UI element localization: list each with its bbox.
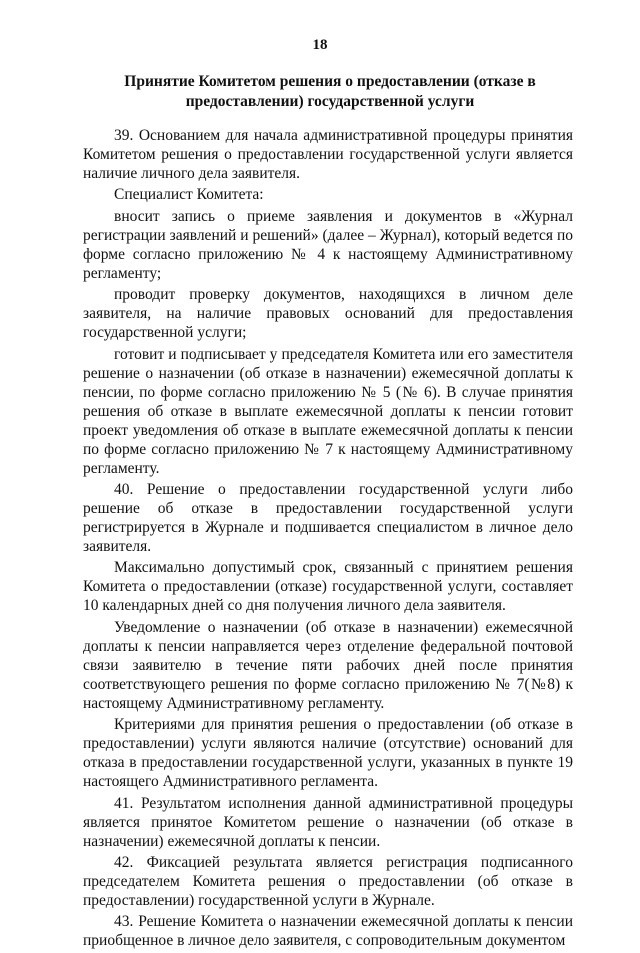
paragraph-journal-entry: вносит запись о приеме заявления и документов в «Журнал регистрации заявлений и решений» (далее – Журнал), который ведется по форме согласно приложению № 4 к настоящему Административному регламенту; (83, 207, 573, 282)
paragraph-specialist: Специалист Комитета: (114, 186, 264, 204)
paragraph-40-registration: 40. Решение о предоставлении государственной услуги либо решение об отказе в предоставлении государственной услуги регистрируется в Журнале и подшивается специалистом в личное дело заявителя. (83, 480, 573, 555)
paragraph-prepare-decision: готовит и подписывает у председателя Комитета или его заместителя решение о назначении (об отказе в назначении) ежемесячной доплаты к пенсии, по форме согласно приложению № 5 (№ 6). В случае принятия решения об отказе в выплате ежемесячной доплаты к пенсии готовит проект уведомления об отказе в выплате ежемесячной доплаты к пенсии по форме согласно приложению № 7 к настоящему Административному регламенту. (83, 345, 573, 477)
paragraph-criteria: Критериями для принятия решения о предоставлении (об отказе в предоставлении) услуги являются наличие (отсутствие) оснований для отказа в предоставлении государственной услуги, указанных в пункте 19 настоящего Административного регламента. (83, 716, 573, 791)
page-number: 18 (312, 37, 328, 53)
paragraph-39-basis: 39. Основанием для начала административной процедуры принятия Комитетом решения о предоставлении государственной услуги является наличие личного дела заявителя. (83, 127, 573, 182)
paragraph-document-check: проводит проверку документов, находящихся в личном деле заявителя, на наличие правовых оснований для предоставления государственной услуги; (83, 286, 573, 342)
paragraph-43-decision: 43. Решение Комитета о назначении ежемесячной доплаты к пенсии приобщенное в личное дело заявителя, с сопроводительным документом (83, 913, 573, 950)
paragraph-41-result: 41. Результатом исполнения данной административной процедуры является принятое Комитетом решение о назначении (об отказе в назначении) ежемесячной доплаты к пенсии. (83, 794, 573, 850)
document-body (83, 126, 573, 953)
paragraph-max-term: Максимально допустимый срок, связанный с принятием решения Комитета о предоставлении (отказе) государственной услуги, составляет 10 календарных дней со дня получения личного дела заявителя. (83, 559, 573, 615)
section-title: Принятие Комитетом решения о предоставлении (отказе в предоставлении) государственной услуги (124, 73, 536, 110)
paragraph-notification: Уведомление о назначении (об отказе в назначении) ежемесячной доплаты к пенсии направляется через отделение федеральной почтовой связи заявителю в течение пяти рабочих дней после принятия соответствующего решения по форме согласно приложению № 7(№8) к настоящему Административному регламенту. (83, 618, 573, 712)
paragraph-42-fixation: 42. Фиксацией результата является регистрация подписанного председателем Комитета решения о предоставлении (об отказе в предоставлении) государственной услуги в Журнале. (83, 853, 573, 909)
